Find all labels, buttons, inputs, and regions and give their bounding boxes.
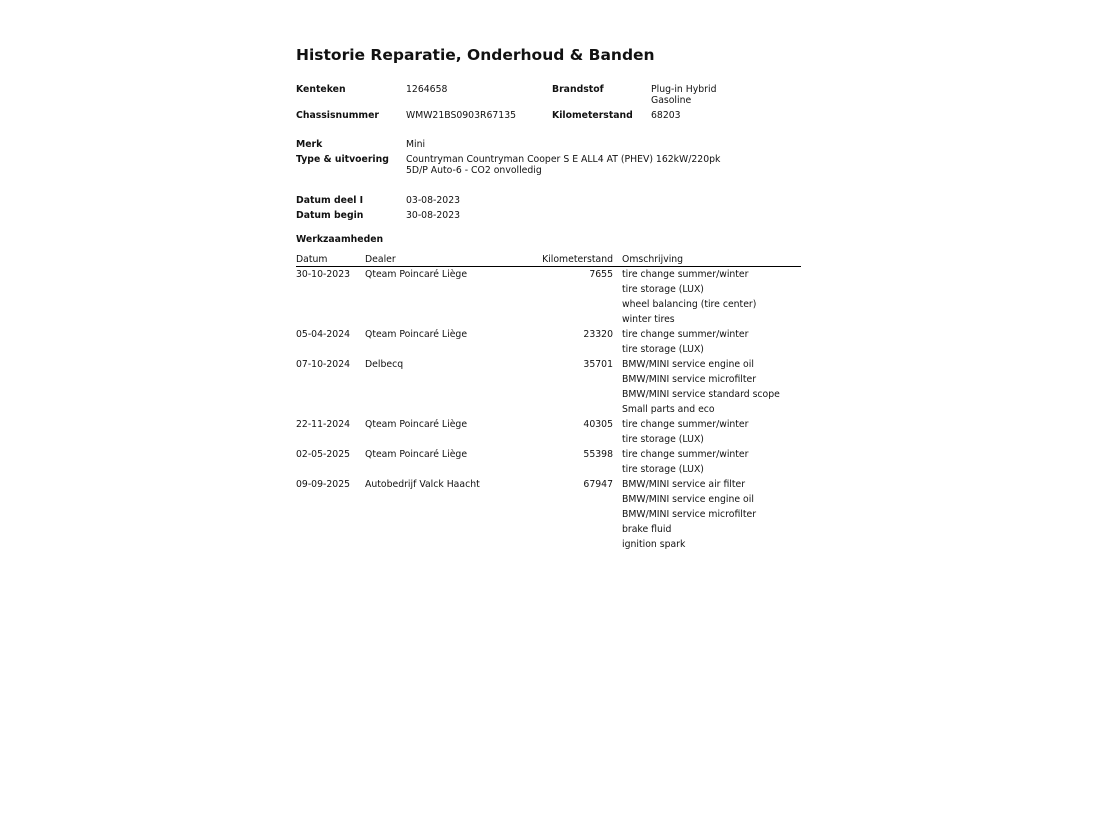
row-datum [296, 402, 365, 417]
table-row [296, 387, 801, 402]
table-row [296, 342, 801, 357]
table-row [296, 357, 801, 372]
row-kilometerstand [515, 282, 622, 297]
type-value-line1: Countryman Countryman Cooper S E ALL4 AT (PHEV) 162kW/220pk [406, 154, 721, 165]
kenteken-value: 1264658 [406, 84, 448, 95]
row-dealer [365, 537, 515, 552]
work-table [296, 251, 801, 552]
row-omschrijving: tire change summer/winter [622, 449, 749, 460]
table-body [296, 267, 801, 553]
row-kilometerstand [515, 492, 622, 507]
row-kilometerstand [515, 522, 622, 537]
header-omschrijving: Omschrijving [622, 251, 801, 267]
table-row [296, 432, 801, 447]
row-kilometerstand: 35701 [583, 359, 613, 370]
chassis-label: Chassisnummer [296, 110, 380, 121]
row-datum [296, 507, 365, 522]
row-omschrijving: wheel balancing (tire center) [622, 299, 757, 310]
row-omschrijving: tire change summer/winter [622, 329, 749, 340]
row-kilometerstand: 23320 [583, 329, 613, 340]
row-kilometerstand [515, 387, 622, 402]
row-datum [296, 462, 365, 477]
row-dealer [365, 432, 515, 447]
row-omschrijving: BMW/MINI service engine oil [622, 359, 754, 370]
row-dealer [365, 387, 515, 402]
row-datum: 30-10-2023 [296, 269, 351, 280]
row-dealer: Delbecq [365, 359, 404, 370]
row-omschrijving: tire storage (LUX) [622, 344, 704, 355]
row-kilometerstand [515, 312, 622, 327]
chassis-value: WMW21BS0903R67135 [406, 110, 517, 121]
row-datum: 22-11-2024 [296, 419, 351, 430]
row-datum [296, 387, 365, 402]
table-header-row [296, 251, 801, 267]
brandstof-label: Brandstof [552, 84, 604, 95]
row-datum: 02-05-2025 [296, 449, 351, 460]
table-row [296, 282, 801, 297]
row-dealer: Qteam Poincaré Liège [365, 449, 468, 460]
row-omschrijving: tire storage (LUX) [622, 284, 704, 295]
row-omschrijving: Small parts and eco [622, 404, 715, 415]
table-row [296, 327, 801, 342]
row-omschrijving: BMW/MINI service microfilter [622, 374, 757, 385]
row-dealer [365, 402, 515, 417]
table-row [296, 447, 801, 462]
table-row [296, 417, 801, 432]
table-row [296, 522, 801, 537]
row-kilometerstand: 40305 [583, 419, 613, 430]
row-kilometerstand [515, 462, 622, 477]
merk-value: Mini [406, 139, 426, 150]
table-row [296, 297, 801, 312]
datum-begin-value: 30-08-2023 [406, 210, 461, 221]
header-datum: Datum [296, 251, 365, 267]
row-dealer [365, 462, 515, 477]
row-kilometerstand: 67947 [583, 479, 613, 490]
row-dealer [365, 342, 515, 357]
type-value-line2: 5D/P Auto-6 - CO2 onvolledig [406, 165, 542, 176]
row-kilometerstand: 7655 [589, 269, 613, 280]
header-kilometerstand: Kilometerstand [515, 251, 622, 267]
row-datum [296, 342, 365, 357]
row-kilometerstand [515, 297, 622, 312]
kenteken-label: Kenteken [296, 84, 346, 95]
header-dealer: Dealer [365, 251, 515, 267]
row-omschrijving: BMW/MINI service engine oil [622, 494, 754, 505]
row-kilometerstand [515, 372, 622, 387]
row-dealer [365, 282, 515, 297]
table-row [296, 372, 801, 387]
type-label: Type & uitvoering [296, 154, 389, 165]
row-omschrijving: winter tires [622, 314, 675, 325]
row-omschrijving: tire change summer/winter [622, 419, 749, 430]
row-kilometerstand [515, 402, 622, 417]
row-datum: 05-04-2024 [296, 329, 351, 340]
row-datum [296, 282, 365, 297]
datum-deel-label: Datum deel I [296, 195, 364, 206]
row-dealer [365, 372, 515, 387]
row-dealer [365, 522, 515, 537]
table-row [296, 402, 801, 417]
row-omschrijving: brake fluid [622, 524, 672, 535]
row-datum [296, 537, 365, 552]
row-omschrijving: tire change summer/winter [622, 269, 749, 280]
page-title: Historie Reparatie, Onderhoud & Banden [296, 46, 655, 64]
row-kilometerstand: 55398 [583, 449, 613, 460]
datum-deel-value: 03-08-2023 [406, 195, 461, 206]
werkzaamheden-title: Werkzaamheden [296, 234, 384, 245]
row-dealer [365, 492, 515, 507]
row-dealer: Qteam Poincaré Liège [365, 419, 468, 430]
table-row [296, 477, 801, 492]
row-datum [296, 432, 365, 447]
row-datum [296, 492, 365, 507]
table-row [296, 267, 801, 283]
kilometerstand-label: Kilometerstand [552, 110, 633, 121]
table-row [296, 537, 801, 552]
datum-begin-label: Datum begin [296, 210, 364, 221]
table-row [296, 492, 801, 507]
row-dealer [365, 312, 515, 327]
row-dealer: Autobedrijf Valck Haacht [365, 479, 480, 490]
row-kilometerstand [515, 507, 622, 522]
row-datum: 09-09-2025 [296, 479, 351, 490]
table-row [296, 507, 801, 522]
row-dealer [365, 507, 515, 522]
brandstof-value-line2: Gasoline [651, 95, 692, 106]
row-kilometerstand [515, 537, 622, 552]
row-omschrijving: BMW/MINI service air filter [622, 479, 746, 490]
row-datum [296, 522, 365, 537]
row-omschrijving: tire storage (LUX) [622, 434, 704, 445]
table-row [296, 312, 801, 327]
row-kilometerstand [515, 342, 622, 357]
row-omschrijving: BMW/MINI service standard scope [622, 389, 780, 400]
row-dealer: Qteam Poincaré Liège [365, 329, 468, 340]
brandstof-value-line1: Plug-in Hybrid [651, 84, 717, 95]
row-omschrijving: BMW/MINI service microfilter [622, 509, 757, 520]
row-omschrijving: tire storage (LUX) [622, 464, 704, 475]
kilometerstand-value: 68203 [651, 110, 681, 121]
row-datum [296, 312, 365, 327]
row-datum [296, 297, 365, 312]
row-omschrijving: ignition spark [622, 539, 686, 550]
row-datum [296, 372, 365, 387]
row-dealer: Qteam Poincaré Liège [365, 269, 468, 280]
table-row [296, 462, 801, 477]
row-kilometerstand [515, 432, 622, 447]
row-dealer [365, 297, 515, 312]
merk-label: Merk [296, 139, 323, 150]
row-datum: 07-10-2024 [296, 359, 351, 370]
